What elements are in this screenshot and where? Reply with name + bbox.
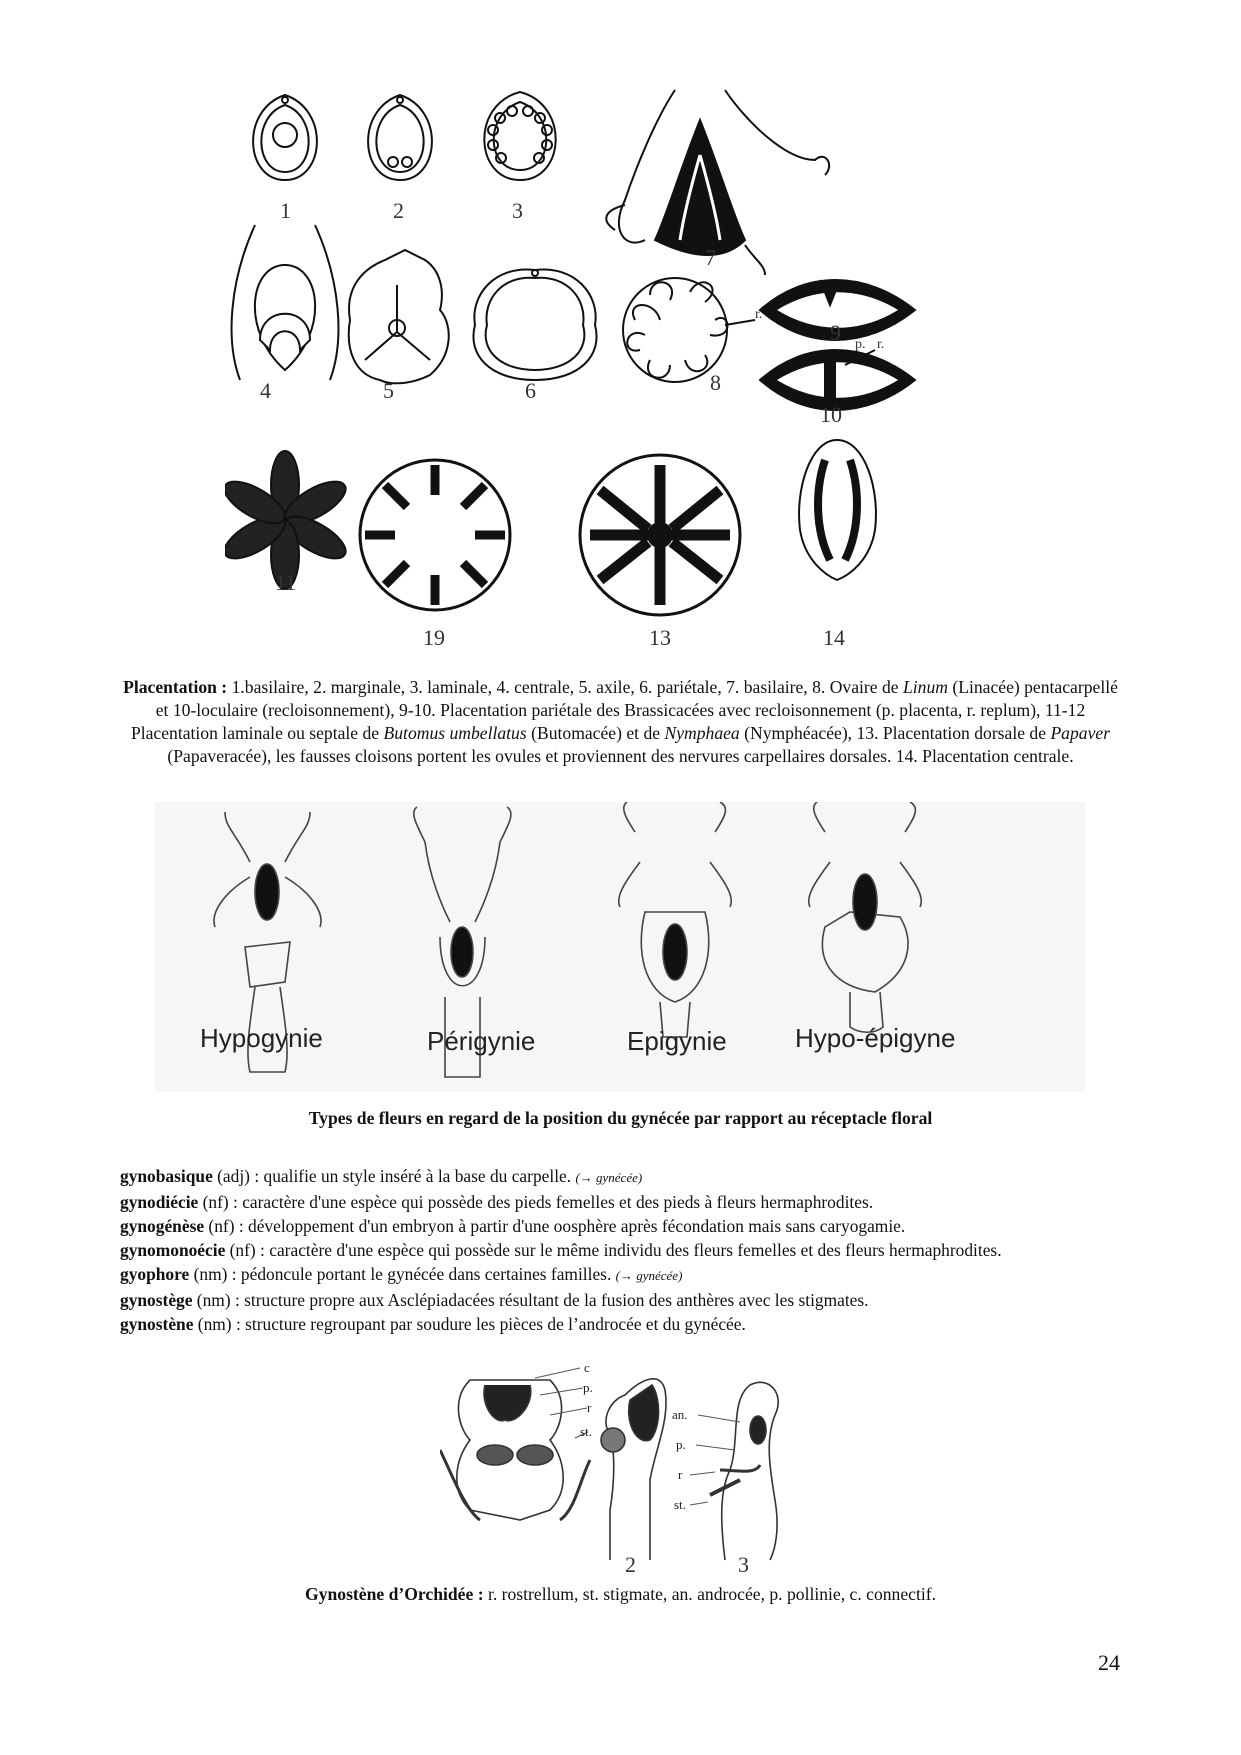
glossary-term: gynodiécie (120, 1192, 199, 1212)
fig-number-3: 3 (512, 198, 523, 223)
fig-number-5: 5 (383, 378, 394, 403)
diagram-4-centrale (232, 225, 339, 380)
flower-label-hypogynie: Hypogynie (200, 1023, 323, 1053)
orchid-label-c: c (584, 1360, 590, 1375)
diagram-11-butomus (225, 451, 352, 589)
glossary-def: (adj) : qualifie un style inséré à la base du carpelle. (212, 1166, 576, 1186)
glossary-term: gynobasique (120, 1166, 213, 1186)
glossary (120, 1164, 1122, 1336)
diagram-10-brassicacee (760, 350, 915, 410)
glossary-def: (nf) : caractère d'une espèce qui possède des pieds femelles et des pieds à fleurs hermaphrodites. (198, 1192, 874, 1212)
diagram-7-basilaire (606, 90, 829, 275)
glossary-entry (120, 1190, 1122, 1214)
glossary-entry (120, 1312, 1122, 1336)
orchid-label-p2: p. (676, 1437, 686, 1452)
fig-number-6: 6 (525, 378, 536, 403)
glossary-def: (nf) : développement d'un embryon à partir d'une oosphère après fécondation mais sans caryogamie. (204, 1216, 906, 1236)
label-p-9: p. (855, 337, 866, 352)
label-r-9: r. (877, 337, 885, 352)
fig-number-7: 7 (705, 245, 716, 270)
caption-butomus: Butomus umbellatus (383, 723, 527, 743)
orchid-number-3: 3 (738, 1552, 749, 1575)
orchid-caption-rest: r. rostrellum, st. stigmate, an. androcée, p. pollinie, c. connectif. (483, 1584, 936, 1604)
caption-nymphaea: Nymphaea (664, 723, 740, 743)
flower-hypo-epigyne (809, 802, 922, 1032)
fig-number-8: 8 (710, 370, 721, 395)
caption-part5: (Papaveracée), les fausses cloisons portent les ovules et proviennent des nervures carpellaires dorsales. 14. Placentation centrale. (167, 746, 1074, 766)
fig-number-10: 10 (820, 402, 842, 427)
glossary-entry (120, 1164, 1122, 1190)
orchid-diagram-1 (440, 1380, 590, 1520)
glossary-term: gynostège (120, 1290, 193, 1310)
orchid-caption-lead: Gynostène d’Orchidée : (305, 1584, 484, 1604)
page-number: 24 (1098, 1650, 1120, 1675)
orchid-diagram-2 (601, 1379, 666, 1560)
orchid-number-2: 2 (625, 1552, 636, 1575)
flower-label-epigynie: Epigynie (627, 1026, 727, 1056)
orchid-figure (440, 1360, 800, 1575)
orchid-label-r2: r (678, 1467, 683, 1482)
orchid-label-p: p. (583, 1380, 593, 1395)
caption-part4: (Nymphéacée), 13. Placentation dorsale de (739, 723, 1051, 743)
placentation-figure (225, 80, 1025, 660)
flower-types-figure (155, 802, 1085, 1092)
diagram-13-papaver (580, 455, 740, 615)
fig-number-2: 2 (393, 198, 404, 223)
diagram-14-centrale (799, 440, 876, 580)
fig-number-4: 4 (260, 378, 271, 403)
orchid-label-an: an. (672, 1407, 688, 1422)
caption-lead: Placentation : (123, 677, 228, 697)
glossary-entry (120, 1214, 1122, 1238)
flower-label-hypo-epigyne: Hypo-épigyne (795, 1023, 956, 1053)
glossary-def: (nf) : caractère d'une espèce qui possède sur le même individu des fleurs femelles et des fleurs hermaphrodites. (225, 1240, 1002, 1260)
diagram-5-axile (349, 250, 449, 383)
orchid-label-st: st. (580, 1424, 592, 1439)
orchid-caption (118, 1584, 1123, 1605)
fig-number-12: 19 (423, 625, 445, 650)
glossary-entry (120, 1262, 1122, 1288)
glossary-term: gynomonoécie (120, 1240, 226, 1260)
diagram-6-parietale (473, 269, 596, 380)
orchid-label-r: r (587, 1400, 592, 1415)
glossary-def: (nm) : structure propre aux Asclépiadacées résultant de la fusion des anthères avec les stigmates. (192, 1290, 869, 1310)
glossary-ref: (→ gynécée) (575, 1170, 643, 1185)
glossary-term: gynostène (120, 1314, 194, 1334)
fig-number-9: 9 (830, 320, 841, 345)
label-r-8: r. (755, 307, 763, 322)
diagram-12-nymphaea (360, 460, 510, 610)
placentation-caption (118, 676, 1123, 768)
diagram-3-laminale (484, 92, 555, 180)
fig-number-11: 11 (275, 570, 297, 595)
glossary-term: gyophore (120, 1264, 190, 1284)
diagram-8-linum (623, 278, 755, 382)
diagram-1-basilaire (253, 95, 317, 180)
caption-part2: (Linacée) pentacarpellé et 10-loculaire (recloisonnement), 9-10. Placentation pariétale des Brassicacées avec recloisonnement (p. placenta, r. replum), 11-12 Placentation laminale ou septale de (130, 677, 1118, 743)
glossary-entry (120, 1238, 1122, 1262)
caption-part1: 1.basilaire, 2. marginale, 3. laminale, 4. centrale, 5. axile, 6. pariétale, 7. basilaire, 8. Ovaire de (227, 677, 903, 697)
fig-number-14: 14 (823, 625, 845, 650)
fig-number-1: 1 (280, 198, 291, 223)
glossary-def: (nm) : pédoncule portant le gynécée dans certaines familles. (189, 1264, 616, 1284)
orchid-label-st2: st. (674, 1497, 686, 1512)
caption-linum: Linum (902, 677, 948, 697)
fig-number-13: 13 (649, 625, 671, 650)
orchid-diagram-3 (710, 1382, 778, 1560)
glossary-entry (120, 1288, 1122, 1312)
caption-part3: (Butomacée) et de (526, 723, 665, 743)
flower-label-perigynie: Périgynie (427, 1026, 536, 1056)
diagram-2-marginale (368, 95, 432, 180)
glossary-ref: (→ gynécée) (615, 1268, 683, 1283)
glossary-term: gynogénèse (120, 1216, 205, 1236)
flower-epigynie (619, 802, 732, 1037)
flower-types-title: Types de fleurs en regard de la position du gynécée par rapport au réceptacle floral (308, 1108, 933, 1128)
glossary-def: (nm) : structure regroupant par soudure les pièces de l’androcée et du gynécée. (193, 1314, 746, 1334)
caption-papaver: Papaver (1050, 723, 1111, 743)
